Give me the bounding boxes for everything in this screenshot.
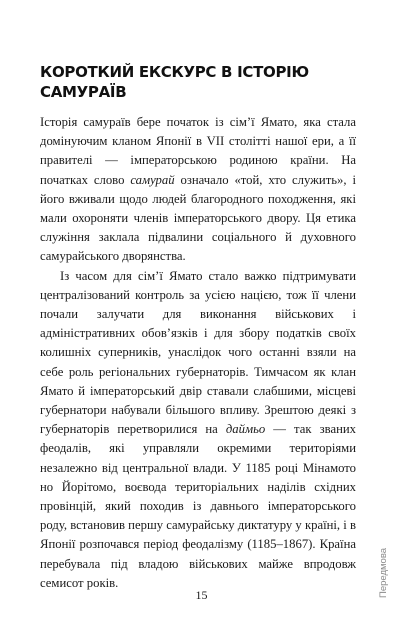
- italic-term-samurai: самурай: [130, 172, 175, 187]
- paragraph-2: Із часом для сім’ї Ямато стало важко підтримувати централізований контроль за усією нацією, тож її члени почали залучати для виконання військових і адміністративних обов’язків і для збору податків своїх колишніх суперників, унаслідок чого останні взяли на себе роль регіональних губернаторів. Тимчасом як клан Ямато й імператорський двір ставали слабшими, місцеві губернатори набували більшого впливу. Зрештою деякі з губернаторів перетворилися на даймьо — так званих феодалів, які управляли окремими територіями незалежно від центральної влади. У 1185 році Мінамото но Йорітомо, воєвода територіальних наділів східних провінцій, який походив із давнього імператорського роду, встановив першу самурайську диктатуру у країні, і в Японії розпочався період феодалізму (1185–1867). Країна перебувала під владою військових майже впродовж семисот років.: [40, 268, 356, 590]
- section-side-label: Передмова: [378, 547, 389, 598]
- chapter-heading: КОРОТКИЙ ЕКСКУРС В ІСТОРІЮ САМУРАЇВ: [40, 63, 309, 101]
- italic-term-daimyo: даймьо: [225, 422, 266, 437]
- paragraph-1: Історія самураїв бере початок із сім’ї Ямато, яка стала домінуючим кланом Японії в VII столітті нашої ери, а її правителі — імператорською родиною країни. На початках слово самурай означало «той, хто служить», і його вживали щодо людей благородного походження, які мали охороняти членів імператорського двору. Ця етика служіння заклала підвалини соціального й духовного самурайського дворянства.: [40, 115, 356, 264]
- body-text: [40, 113, 356, 593]
- page-number: 15: [195, 588, 208, 602]
